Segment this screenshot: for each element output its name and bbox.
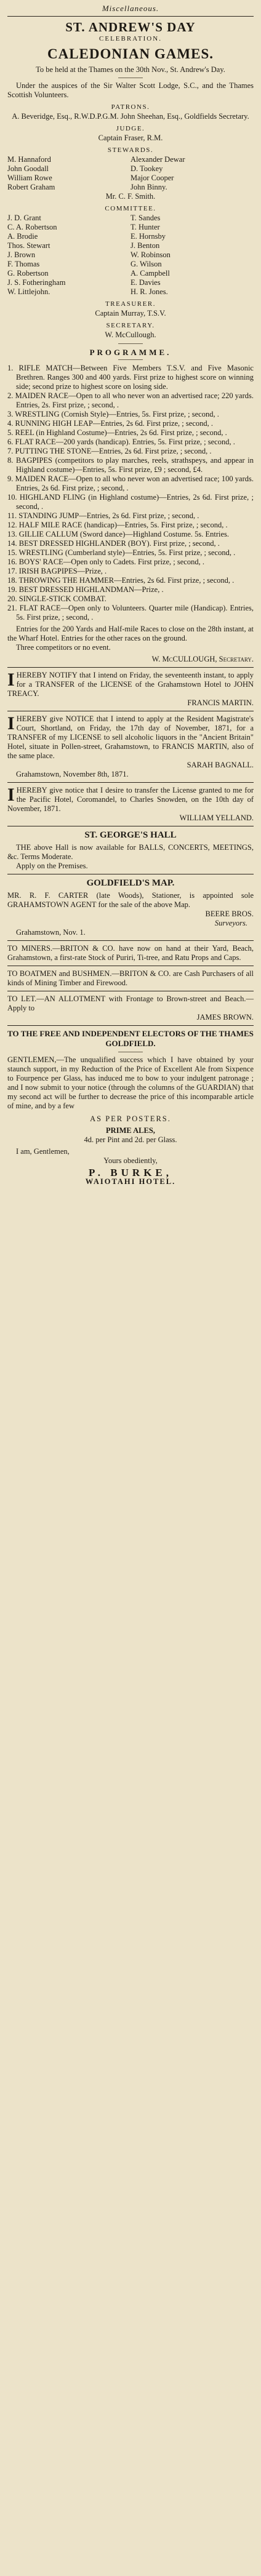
notice-signature: WILLIAM YELLAND. (179, 814, 254, 822)
electors-body: GENTLEMEN,—The unqualified success which I have obtained by your staunch support, in my Reduction of the Price of Excellent Ale from Sixpence to Fourpence per Glass, has induced me to bow to your indulgent patronage ; and I now submit to your notice (through the columns of the GUARDIAN) that my second act will be further to decrease the price of this incomparable article of mine, and by a few (7, 1055, 254, 1110)
entries-note: Entries for the 200 Yards and Half-mile Races to close on the 28th instant, at the Wharf Hotel. Entries for the other races on the ground. (7, 625, 254, 642)
short-rule (118, 359, 143, 360)
committee-list (7, 214, 254, 297)
event-item: 15. WRESTLING (Cumberland style)—Entries, 5s. First prize, ; second, . (7, 548, 236, 557)
auspices: Under the auspices of the Sir Walter Scott Lodge, S.C., and the Thames Scottish Volunteers. (7, 81, 254, 99)
committee-name: J. D. Grant (7, 214, 41, 222)
goldfield-title: GOLDFIELD'S MAP. (86, 878, 175, 888)
short-rule (118, 343, 143, 344)
divider (7, 782, 254, 783)
event-item: 20. SINGLE-STICK COMBAT. (7, 594, 106, 603)
drop-cap: I (7, 785, 15, 805)
committee-name: C. A. Robertson (7, 223, 57, 231)
treasurer-heading: TREASURER. (105, 300, 156, 308)
event-item: 18. THROWING THE HAMMER—Entries, 2s 6d. First prize, ; second, . (7, 576, 235, 585)
notice-francis (7, 671, 254, 708)
stewards-list (7, 155, 254, 201)
programme-heading: PROGRAMME. (89, 348, 172, 357)
steward-row (7, 155, 254, 164)
committee-name: W. Robinson (130, 250, 171, 259)
committee-row (7, 214, 254, 223)
steward-name: Major Cooper (130, 174, 174, 182)
notice-signature: FRANCIS MARTIN. (187, 698, 254, 707)
notice-body: HEREBY give notice that I desire to transfer the License granted to me for the Pacific Hotel, Coromandel, to Charles Snowden, on the 10th day of November, 1871. (7, 786, 254, 813)
event-item: 1. RIFLE MATCH—Between Five Members T.S.V. and Five Masonic Brethren. Ranges 300 and 400 yards. First prize to highest score on winning side; second prize to highest score on losing side. (7, 364, 254, 391)
committee-row (7, 260, 254, 269)
committee-name: T. Hunter (130, 223, 160, 231)
standrews-advert (7, 20, 254, 664)
tolet-body: TO LET.—AN ALLOTMENT with Frontage to Brown-street and Beach.—Apply to (7, 994, 254, 1012)
notice-bagnall (7, 714, 254, 779)
event-item: 9. MAIDEN RACE—Open to all who never won an advertised race; 100 yards. Entries, 2s 6d. First prize, ; second, . (7, 474, 254, 492)
standrews-title: ST. ANDREW'S DAY (65, 20, 196, 34)
notice-body: HEREBY NOTIFY that I intend on Friday, the seventeenth instant, to apply for a TRANSFER of the LICENSE of the Grahamstown Hotel to JOHN TREACY. (7, 671, 254, 698)
event-item: 12. HALF MILE RACE (handicap)—Entries, 5s. First prize, ; second, . (7, 521, 228, 529)
committee-name: J. S. Fotheringham (7, 278, 66, 287)
committee-row (7, 287, 254, 297)
electors-advert (7, 1029, 254, 1186)
event-item: 11. STANDING JUMP—Entries, 2s 6d. First prize, ; second, . (7, 511, 199, 520)
steward-row (7, 174, 254, 183)
steward-name: William Rowe (7, 174, 52, 182)
steward-name: Robert Graham (7, 183, 55, 191)
hall-apply: Apply on the Premises. (16, 862, 88, 870)
goldfield-role: Surveyors. (214, 919, 247, 927)
committee-name: T. Sandes (130, 214, 161, 222)
committee-name: W. Littlejohn. (7, 287, 50, 296)
tolet-advert (7, 994, 254, 1022)
notice-body: HEREBY give NOTICE that I intend to apply at the Resident Magistrate's Court, Shortland, on Friday, the 17th day of November, 1871, for a TRANSFER of my LICENSE to sell alcoholic liquors in the "Ancient Britain" Hotel, situate in Pollen-street, Grahamstown, to FRANCIS MARTIN, also of the same place. (7, 714, 254, 760)
secretary: W. McCullough. (105, 330, 156, 339)
patrons: A. Beveridge, Esq., R.W.D.P.G.M. John Sheehan, Esq., Goldfields Secretary. (12, 112, 249, 121)
electors-title: TO THE FREE AND INDEPENDENT ELECTORS OF THE THAMES GOLDFIELD. (7, 1029, 254, 1048)
event-item: 19. BEST DRESSED HIGHLANDMAN—Prize, . (7, 585, 164, 594)
secretary-heading: SECRETARY. (106, 322, 155, 329)
event-item: 16. BOYS' RACE—Open only to Cadets. First prize, ; second, . (7, 558, 204, 566)
held-line: To be held at the Thames on the 30th Nov., St. Andrew's Day. (36, 65, 225, 74)
notice-date: Grahamstown, November 8th, 1871. (16, 770, 129, 778)
committee-row (7, 278, 254, 287)
committee-name: E. Davies (130, 278, 161, 287)
divider (7, 667, 254, 668)
hall-advert (7, 830, 254, 871)
goldfield-date: Grahamstown, Nov. 1. (16, 928, 86, 937)
hall-body: THE above Hall is now available for BALLS, CONCERTS, MEETINGS, &c. Terms Moderate. (7, 843, 254, 861)
judge: Captain Fraser, R.M. (98, 134, 163, 142)
divider (7, 940, 254, 941)
burke-signature: P. BURKE, (88, 1167, 173, 1178)
event-item: 3. WRESTLING (Cornish Style)—Entries, 5s. First prize, ; second, . (7, 410, 219, 418)
yours-line: Yours obediently, (103, 1156, 158, 1165)
committee-row (7, 241, 254, 250)
committee-name: G. Robertson (7, 269, 49, 278)
event-item: 6. FLAT RACE—200 yards (handicap). Entries, 5s. First prize, ; second, . (7, 438, 235, 446)
standrews-sub: CELEBRATION. (99, 35, 162, 42)
newspaper-column (0, 0, 261, 1186)
event-item: 13. GILLIE CALLUM (Sword dance)—Highland Costume. 5s. Entries. (7, 530, 230, 538)
drop-cap: I (7, 670, 15, 690)
boatmen-advert: TO BOATMEN and BUSHMEN.—BRITON & CO. are Cash Purchasers of all kinds of Mining Timber and Firewood. (7, 969, 254, 987)
committee-name: J. Brown (7, 250, 36, 259)
miners-advert: TO MINERS.—BRITON & CO. have now on hand at their Yard, Beach, Grahamstown, a first-rate Stock of Puriri, Ti-tree, and Ratu Props and Caps. (7, 944, 254, 962)
event-item: 4. RUNNING HIGH LEAP—Entries, 2s 6d. First prize, ; second, . (7, 419, 213, 428)
hall-title: ST. GEORGE'S HALL (84, 830, 177, 840)
divider (7, 1025, 254, 1026)
prime-ales: PRIME ALES, (106, 1126, 155, 1135)
event-item: 21. FLAT RACE—Open only to Volunteers. Quarter mile (Handicap). Entries, 5s. First prize, ; second, . (7, 604, 254, 622)
committee-name: A. Campbell (130, 269, 170, 278)
committee-row (7, 269, 254, 278)
goldfield-firm: BEERE BROS. (205, 910, 254, 918)
event-item: 10. HIGHLAND FLING (in Highland costume)—Entries, 2s 6d. First prize, ; second, . (7, 493, 254, 511)
ale-prices: 4d. per Pint and 2d. per Glass. (84, 1135, 177, 1144)
remain-line: I am, Gentlemen, (16, 1147, 70, 1156)
committee-heading: COMMITTEE. (105, 205, 156, 212)
committee-row (7, 232, 254, 241)
as-per-posters: AS PER POSTERS. (90, 1114, 171, 1123)
committee-name: J. Benton (130, 241, 160, 250)
steward-name: D. Tookey (130, 164, 163, 173)
committee-row (7, 250, 254, 260)
steward-name: John Goodall (7, 164, 49, 173)
goldfield-body: MR. R. F. CARTER (late Woods), Stationer, is appointed sole GRAHAMSTOWN AGENT for the sale of the above Map. (7, 891, 254, 909)
steward-name: Alexander Dewar (130, 155, 185, 164)
notice-yelland (7, 786, 254, 823)
event-item: 2. MAIDEN RACE—Open to all who never won an advertised race; 220 yards. Entries, 2s. First prize, ; second, . (7, 391, 254, 409)
divider (7, 16, 254, 17)
steward-name: John Binny. (130, 183, 167, 191)
committee-name: G. Wilson (130, 260, 162, 268)
standrews-signoff: W. McCULLOUGH, Secretary. (151, 655, 254, 663)
section-header: Miscellaneous. (102, 4, 159, 13)
steward-row (7, 164, 254, 174)
events-list (7, 364, 254, 622)
steward-row (7, 183, 254, 192)
committee-name: Thos. Stewart (7, 241, 50, 250)
committee-name: A. Brodie (7, 232, 38, 241)
drop-cap: I (7, 713, 15, 734)
treasurer: Captain Murray, T.S.V. (95, 309, 166, 318)
competitors-note: Three competitors or no event. (16, 643, 111, 652)
committee-name: E. Hornsby (130, 232, 166, 241)
event-item: 14. BEST DRESSED HIGHLANDER (BOY). First prize, ; second, . (7, 539, 220, 548)
steward-name: M. Hannaford (7, 155, 51, 164)
committee-row (7, 223, 254, 232)
event-item: 8. BAGPIPES (competitors to play marches, reels, strathspeys, and appear in Highland costume)—Entries, 5s. First prize, £9 ; second, £4. (7, 456, 254, 474)
committee-name: F. Thomas (7, 260, 40, 268)
hotel-name: WAIOTAHI HOTEL. (85, 1177, 176, 1186)
event-item: 5. REEL (in Highland Costume)—Entries, 2s 6d. First prize, ; second, . (7, 428, 227, 437)
games-title: CALEDONIAN GAMES. (47, 46, 214, 62)
patrons-heading: PATRONS. (111, 103, 150, 111)
steward-name: Mr. C. F. Smith. (105, 192, 156, 201)
judge-heading: JUDGE. (116, 125, 145, 132)
stewards-heading: STEWARDS. (107, 146, 154, 154)
goldfield-advert (7, 878, 254, 937)
tolet-signature: JAMES BROWN. (196, 1013, 254, 1022)
committee-name: H. R. Jones. (130, 287, 168, 296)
event-item: 17. IRISH BAGPIPES—Prize, . (7, 567, 107, 575)
event-item: 7. PUTTING THE STONE—Entries, 2s 6d. First prize, ; second, . (7, 447, 212, 455)
notice-signature: SARAH BAGNALL. (187, 761, 254, 769)
